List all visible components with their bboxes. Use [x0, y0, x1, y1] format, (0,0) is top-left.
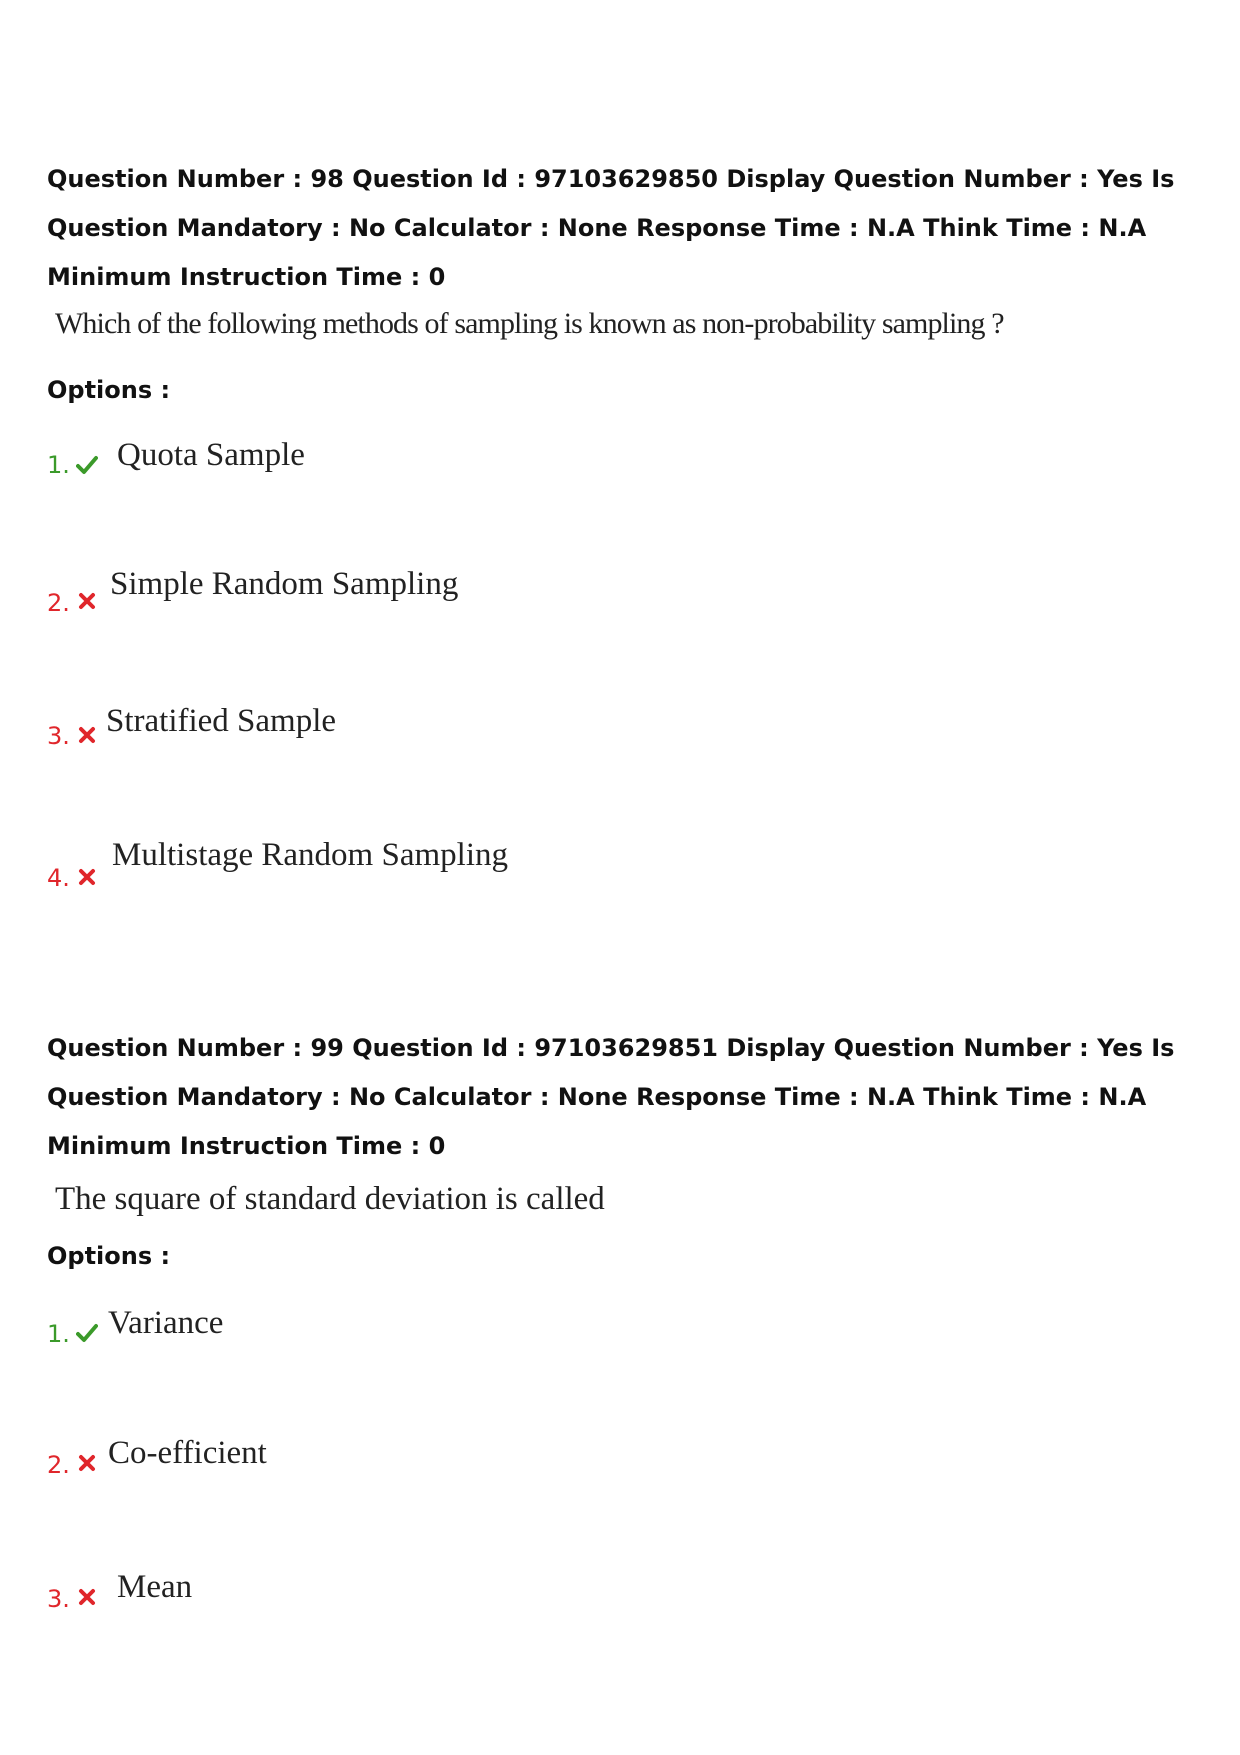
cross-icon [76, 590, 98, 612]
check-icon [76, 454, 98, 476]
cross-icon [76, 1452, 98, 1474]
option-number: 2. [47, 1451, 70, 1479]
option-number: 3. [47, 1585, 70, 1613]
option-text: Stratified Sample [106, 703, 337, 739]
option-text: Mean [117, 1569, 193, 1605]
options-label: Options : [47, 1242, 171, 1270]
cross-icon [76, 1586, 98, 1608]
option-text: Multistage Random Sampling [112, 837, 508, 873]
option-text: Quota Sample [117, 437, 305, 473]
option-number: 1. [47, 451, 70, 479]
question-text: Which of the following methods of sampling is known as non-probability sampling ? [55, 307, 1004, 340]
cross-icon [76, 724, 98, 746]
option-number: 3. [47, 722, 70, 750]
options-label: Options : [47, 376, 171, 404]
check-icon [76, 1322, 98, 1344]
option-number: 2. [47, 589, 70, 617]
option-number: 4. [47, 864, 70, 892]
option-number: 1. [47, 1320, 70, 1348]
option-text: Co-efficient [108, 1435, 267, 1471]
cross-icon [76, 866, 98, 888]
question-header: Question Number : 99 Question Id : 97103629851 Display Question Number : Yes Is Question Mandatory : No Calculator : None Response Time : N.A Think Time : N.A Minimum Instruction Time : 0 [47, 1034, 1175, 1160]
option-text: Simple Random Sampling [110, 566, 459, 602]
question-header: Question Number : 98 Question Id : 97103629850 Display Question Number : Yes Is Question Mandatory : No Calculator : None Response Time : N.A Think Time : N.A Minimum Instruction Time : 0 [47, 165, 1175, 291]
question-text: The square of standard deviation is called [55, 1181, 605, 1217]
option-text: Variance [108, 1305, 224, 1341]
